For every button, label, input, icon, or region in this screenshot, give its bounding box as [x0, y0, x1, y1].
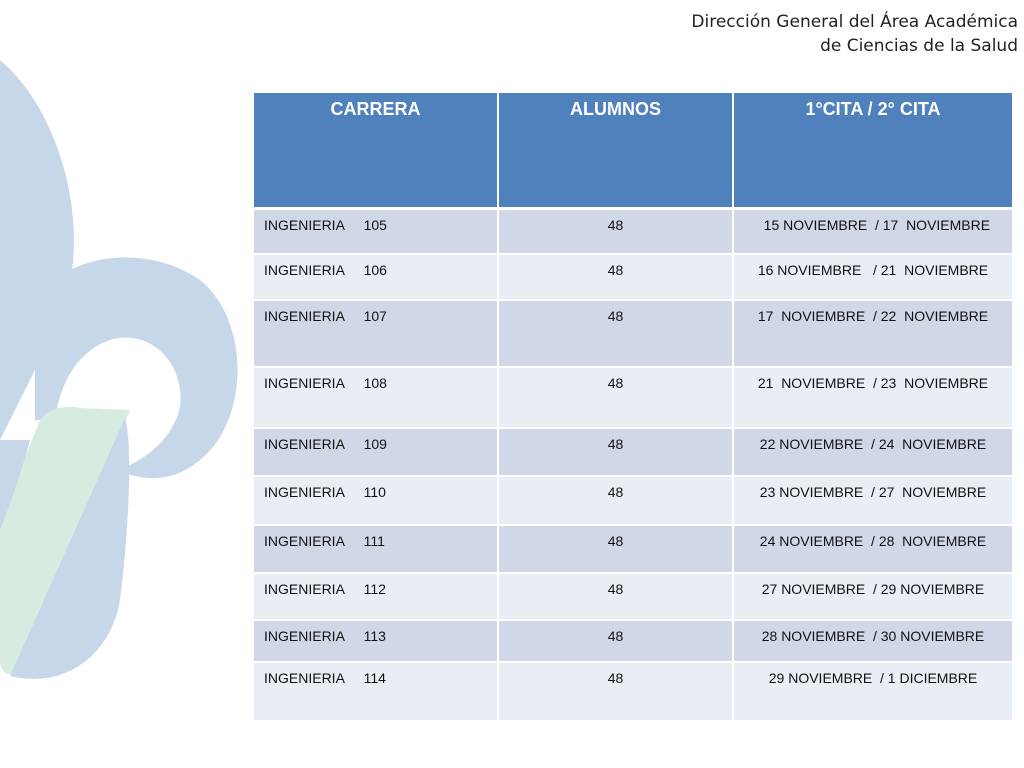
table-row	[254, 300, 1012, 367]
cell-carrera: INGENIERIA 110	[254, 476, 498, 525]
cell-cita: 29 NOVIEMBRE / 1 DICIEMBRE	[733, 662, 1012, 721]
cell-cita: 15 NOVIEMBRE / 17 NOVIEMBRE	[733, 208, 1012, 254]
table-row	[254, 573, 1012, 620]
cell-cita: 21 NOVIEMBRE / 23 NOVIEMBRE	[733, 367, 1012, 428]
cell-cita: 22 NOVIEMBRE / 24 NOVIEMBRE	[733, 428, 1012, 476]
cell-cita: 27 NOVIEMBRE / 29 NOVIEMBRE	[733, 573, 1012, 620]
cell-alumnos: 48	[498, 620, 733, 662]
cell-carrera: INGENIERIA 106	[254, 254, 498, 300]
background-logo	[0, 0, 260, 768]
institution-header	[691, 10, 1018, 58]
column-header-alumnos: ALUMNOS	[498, 93, 733, 208]
column-header-cita: 1°CITA / 2° CITA	[733, 93, 1012, 208]
cell-alumnos: 48	[498, 476, 733, 525]
header-line-1: Dirección General del Área Académica	[691, 12, 1018, 32]
table-header-row	[254, 93, 1012, 208]
cell-cita: 23 NOVIEMBRE / 27 NOVIEMBRE	[733, 476, 1012, 525]
cell-alumnos: 48	[498, 300, 733, 367]
cell-carrera: INGENIERIA 114	[254, 662, 498, 721]
cell-carrera: INGENIERIA 111	[254, 525, 498, 573]
column-header-carrera: CARRERA	[254, 93, 498, 208]
table-row	[254, 525, 1012, 573]
schedule-table	[254, 93, 1012, 722]
header-line-2: de Ciencias de la Salud	[820, 36, 1018, 56]
cell-alumnos: 48	[498, 525, 733, 573]
cell-carrera: INGENIERIA 108	[254, 367, 498, 428]
cell-carrera: INGENIERIA 105	[254, 208, 498, 254]
cell-alumnos: 48	[498, 428, 733, 476]
cell-alumnos: 48	[498, 367, 733, 428]
schedule-table-container	[254, 93, 1012, 722]
table-row	[254, 662, 1012, 721]
cell-cita: 24 NOVIEMBRE / 28 NOVIEMBRE	[733, 525, 1012, 573]
cell-carrera: INGENIERIA 113	[254, 620, 498, 662]
cell-cita: 28 NOVIEMBRE / 30 NOVIEMBRE	[733, 620, 1012, 662]
cell-cita: 16 NOVIEMBRE / 21 NOVIEMBRE	[733, 254, 1012, 300]
cell-alumnos: 48	[498, 254, 733, 300]
cell-alumnos: 48	[498, 662, 733, 721]
cell-carrera: INGENIERIA 112	[254, 573, 498, 620]
cell-alumnos: 48	[498, 573, 733, 620]
table-row	[254, 620, 1012, 662]
table-row	[254, 476, 1012, 525]
table-row	[254, 254, 1012, 300]
table-row	[254, 428, 1012, 476]
cell-cita: 17 NOVIEMBRE / 22 NOVIEMBRE	[733, 300, 1012, 367]
cell-alumnos: 48	[498, 208, 733, 254]
table-row	[254, 208, 1012, 254]
cell-carrera: INGENIERIA 107	[254, 300, 498, 367]
cell-carrera: INGENIERIA 109	[254, 428, 498, 476]
table-row	[254, 367, 1012, 428]
